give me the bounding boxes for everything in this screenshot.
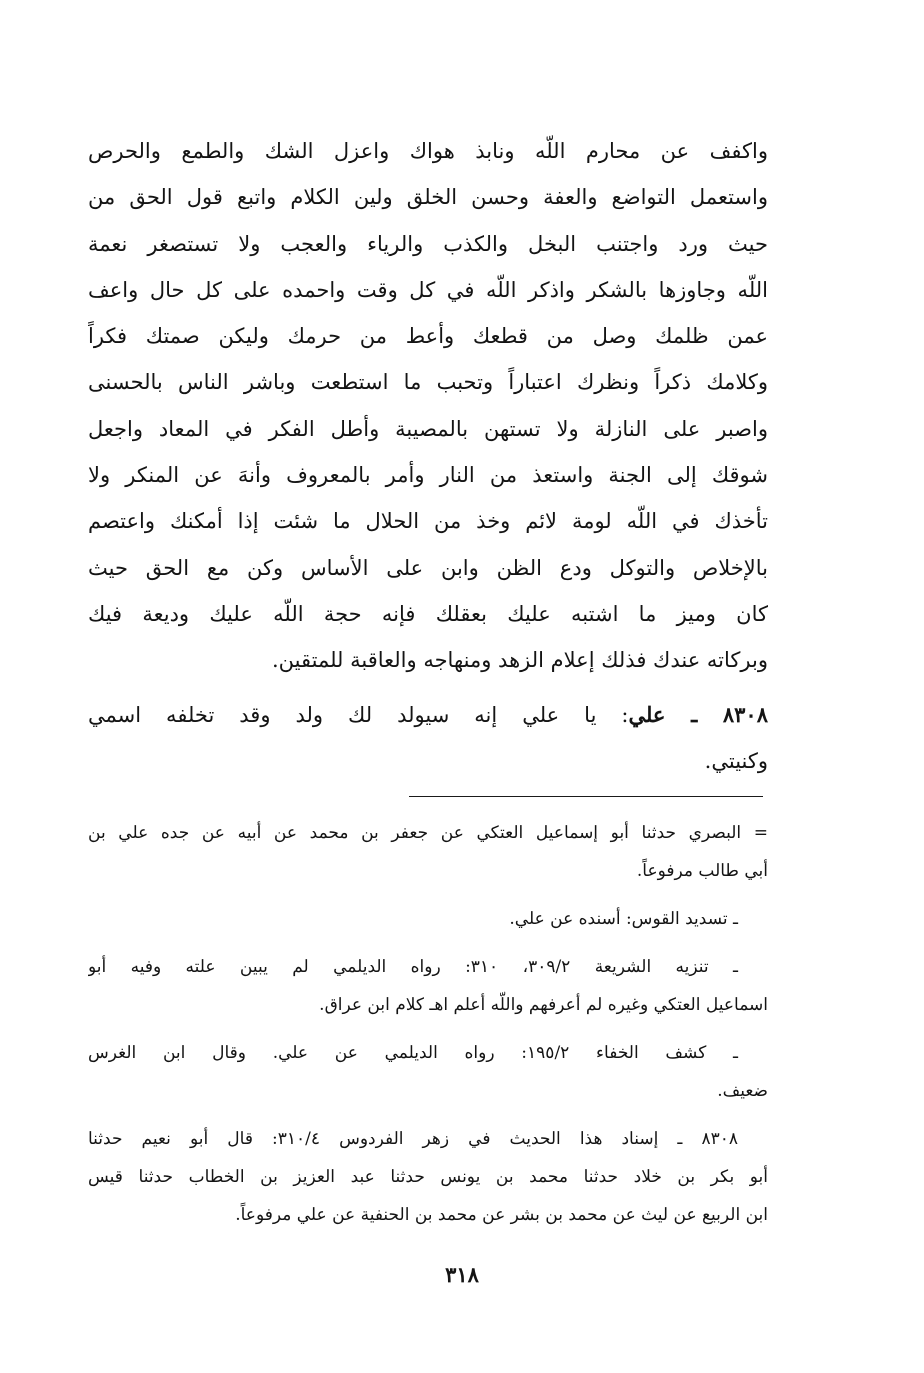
hadith-number: ٨٣٠٨ — [722, 702, 768, 727]
hadith-text: : يا علي إنه سيولد لك ولد وقد تخلفه اسمي — [88, 703, 629, 727]
footnote-line: = البصري حدثنا أبو إسماعيل العتكي عن جعفر بن محمد عن أبيه عن جده علي بن — [88, 823, 768, 843]
main-text-line: حيث ورد واجتنب البخل والكذب والرياء والعجب ولا تستصغر نعمة — [88, 231, 768, 256]
footnote-line: ـ تنزيه الشريعة ٣٠٩/٢، ٣١٠: رواه الديلمي لم يبين علته وفيه أبو — [88, 957, 738, 977]
footnotes-section — [88, 814, 768, 1244]
hadith-line-2: وكنيتي. — [704, 749, 768, 773]
main-text-line: عمن ظلمك وصل من قطعك وأعط من حرمك وليكن صمتك فكراً — [88, 324, 768, 349]
hadith-separator: ـ — [665, 702, 723, 727]
footnote-block — [88, 1034, 768, 1110]
footnote-block — [88, 900, 768, 938]
footnote-line: ٨٣٠٨ ـ إسناد هذا الحديث في زهر الفردوس ٣١٠/٤: قال أبو نعيم حدثنا — [88, 1129, 738, 1149]
main-text-block — [88, 128, 768, 684]
main-text-line: واستعمل التواضع والعفة وحسن الخلق ولين الكلام واتبع قول الحق من — [88, 185, 768, 210]
footnote-divider — [409, 796, 763, 797]
main-text-line: وبركاته عندك فذلك إعلام الزهد ومنهاجه والعاقبة للمتقين. — [271, 648, 768, 673]
main-text-line: وكلامك ذكراً ونظرك اعتباراً وتحبب ما استطعت وباشر الناس بالحسنى — [88, 370, 768, 395]
main-text-line: اللّه وجاوزها بالشكر واذكر اللّه في كل وقت واحمده على كل حال واعف — [88, 277, 768, 302]
footnote-line: ضعيف. — [717, 1081, 768, 1101]
main-text-line: بالإخلاص والتوكل ودع الظن وابن على الأساس وكن مع الحق حيث — [88, 555, 768, 580]
footnote-block — [88, 814, 768, 890]
footnote-block — [88, 1120, 768, 1234]
main-text-line: واكفف عن محارم اللّه ونابذ هواك واعزل الشك والطمع والحرص — [88, 139, 768, 163]
footnote-line: ـ تسديد القوس: أسنده عن علي. — [509, 909, 738, 929]
footnote-block — [88, 948, 768, 1024]
main-text-line: تأخذك في اللّه لومة لائم وخذ من الحلال ما شئت إذا أمكنك واعتصم — [88, 509, 768, 534]
footnote-line: اسماعيل العتكي وغيره لم أعرفهم واللّه أعلم اهـ كلام ابن عراق. — [319, 995, 768, 1015]
footnote-line: ـ كشف الخفاء ١٩٥/٢: رواه الديلمي عن علي. وقال ابن الغرس — [88, 1043, 739, 1063]
footnote-line: أبو بكر بن خلاد حدثنا محمد بن يونس حدثنا عبد العزيز بن الخطاب حدثنا قيس — [88, 1167, 768, 1187]
main-text-line: شوقك إلى الجنة واستعذ من النار وأمر بالمعروف وأنهَ عن المنكر ولا — [88, 463, 768, 488]
footnote-line: ابن الربيع عن ليث عن محمد بن بشر عن محمد بن الحنفية عن علي مرفوعاً. — [235, 1205, 768, 1225]
main-text-line: واصبر على النازلة ولا تستهن بالمصيبة وأطل الفكر في المعاد واجعل — [88, 416, 768, 441]
hadith-entry — [88, 692, 768, 784]
main-text-line: كان وميز ما اشتبه عليك بعقلك فإنه حجة اللّه عليك وديعة فيك — [88, 601, 768, 626]
hadith-narrator: علي — [628, 702, 666, 727]
footnote-line: أبي طالب مرفوعاً. — [636, 861, 768, 881]
hadith-line-1 — [88, 692, 768, 738]
page-number: ٣١٨ — [445, 1262, 479, 1287]
